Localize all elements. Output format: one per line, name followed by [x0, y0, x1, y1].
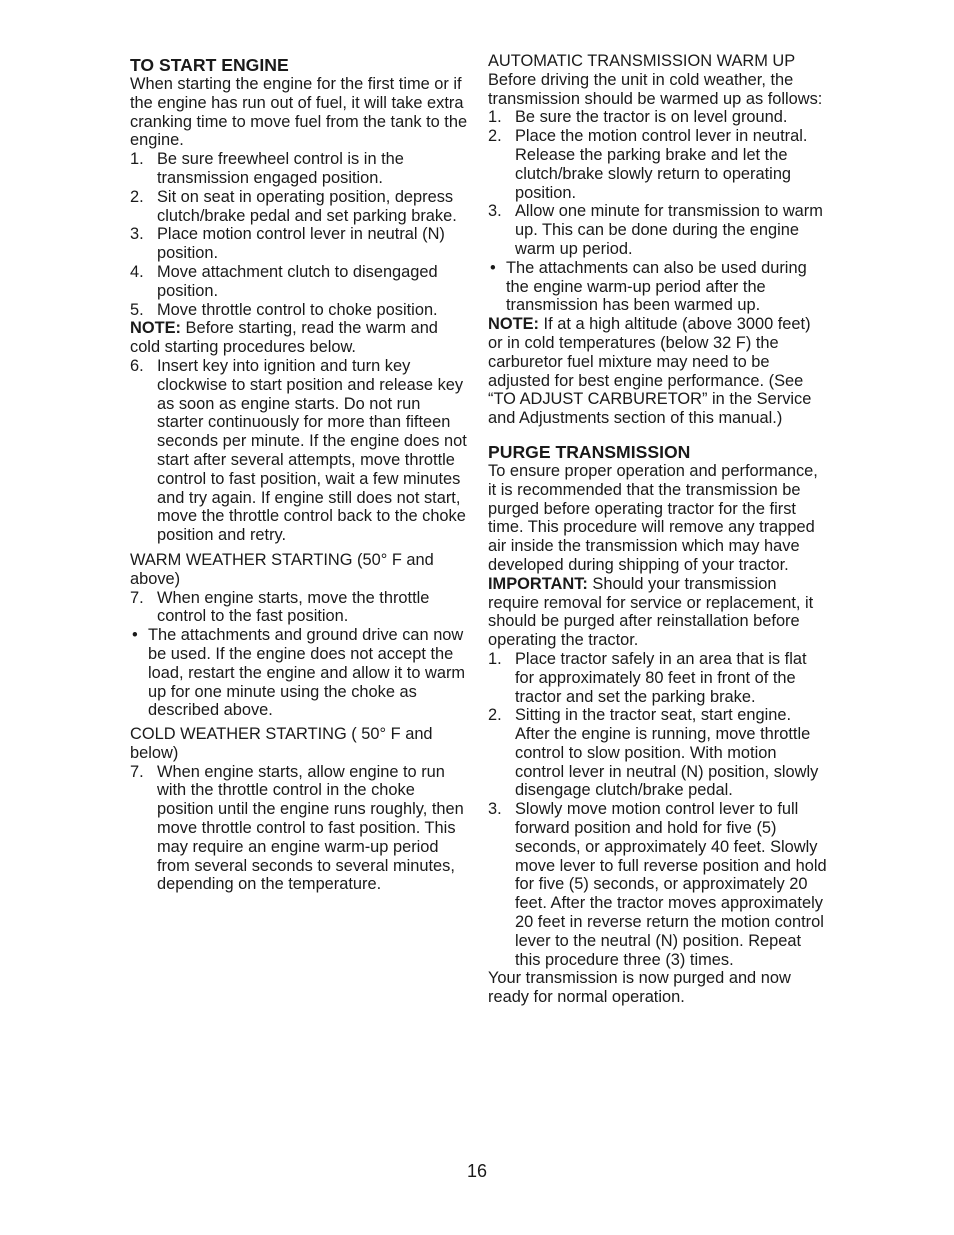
warm-weather-list [130, 589, 468, 721]
section-title-purge-transmission: PURGE TRANSMISSION [488, 441, 691, 462]
warm-weather-heading: WARM WEATHER STARTING (50° F and above) [130, 550, 434, 588]
note-label: NOTE: [130, 319, 181, 338]
step-text: Be sure the tractor is on level ground. [515, 108, 788, 127]
step-number: 1. [130, 150, 144, 169]
bullet-icon: • [490, 258, 496, 277]
note-text: Before starting, read the warm and cold starting procedures below. [130, 319, 438, 357]
cold-weather-heading: COLD WEATHER STARTING ( 50° F and below) [130, 725, 433, 762]
bullet-text: The attachments can also be used during the engine warm-up period after the transmission has been warmed up. [506, 258, 807, 315]
transmission-warmup-steps [488, 108, 828, 315]
step-text: Sitting in the tractor seat, start engine. After the engine is running, move throttle control to slow position. With motion control lever in neutral (N) position, slowly disengage clutch/brake pedal. [515, 706, 819, 800]
altitude-note [488, 315, 828, 428]
transmission-warmup-heading: AUTOMATIC TRANSMISSION WARM UP [488, 52, 796, 70]
cold-weather-list [130, 763, 468, 895]
step-text: Be sure freewheel control is in the transmission engaged position. [157, 150, 404, 187]
left-column [130, 52, 468, 894]
start-engine-step-6 [130, 357, 468, 545]
list-item [130, 626, 468, 720]
list-item [488, 650, 828, 706]
list-item [488, 202, 828, 258]
step-number: 6. [130, 356, 144, 375]
step-number: 2. [130, 187, 144, 206]
important-note [488, 575, 828, 650]
list-item [130, 301, 468, 320]
step-text: Allow one minute for transmission to warm up. This can be done during the engine warm up period. [515, 202, 823, 258]
list-item [488, 127, 828, 202]
list-item [130, 263, 468, 301]
step-number: 7. [130, 762, 144, 781]
step-number: 2. [488, 127, 502, 146]
important-text: Should your transmission require removal for service or replacement, it should be purged after reinstallation before operating the tractor. [488, 574, 814, 650]
step-number: 1. [488, 108, 502, 127]
list-item [488, 800, 828, 969]
purge-steps [488, 650, 828, 970]
list-item [130, 188, 468, 226]
note-label: NOTE: [488, 315, 539, 334]
start-engine-note [130, 319, 468, 357]
start-engine-intro: When starting the engine for the first time or if the engine has run out of fuel, it will take extra cranking time to move fuel from the tank to the engine. [130, 75, 468, 150]
important-label: IMPORTANT: [488, 574, 588, 593]
step-text: Insert key into ignition and turn key clockwise to start position and release key as soon as engine starts. Do not run starter continuously for more than fifteen seconds per minute. If the engine does not start after several attempts, move throttle control to fast position, wait a few minutes and try again. If engine still does not start, move the throttle control back to the choke position and retry. [157, 356, 467, 545]
right-column [488, 52, 828, 1007]
note-text: If at a high altitude (above 3000 feet) or in cold temperatures (below 32 F) the carburetor fuel mixture may need to be adjusted for best engine performance. (See “TO ADJUST CARBURETOR” in the Service and Adjustments section of this manual.) [488, 315, 812, 428]
step-text: Move throttle control to choke position. [157, 300, 438, 319]
start-engine-steps [130, 150, 468, 319]
step-text: Place motion control lever in neutral (N) position. [157, 225, 445, 263]
list-item [488, 259, 828, 315]
step-text: Place tractor safely in an area that is flat for approximately 80 feet in front of the tractor and set the parking brake. [515, 649, 807, 706]
step-number: 4. [130, 262, 144, 281]
transmission-warmup-intro: Before driving the unit in cold weather, the transmission should be warmed up as follows: [488, 70, 823, 108]
bullet-text: The attachments and ground drive can now be used. If the engine does not accept the load, restart the engine and allow it to warm up for one minute using the choke as described above. [148, 626, 466, 720]
page-number: 16 [466, 1161, 488, 1181]
purge-intro: To ensure proper operation and performance, it is recommended that the transmission be purged before operating tractor for the first time. This procedure will remove any trapped air inside the transmission which may have developed during shipping of your tractor. [488, 461, 818, 574]
step-number: 2. [488, 706, 502, 725]
list-item [488, 108, 828, 127]
list-item [130, 357, 468, 545]
step-number: 3. [488, 800, 502, 819]
step-number: 7. [130, 588, 144, 607]
step-number: 3. [488, 202, 502, 221]
list-item [130, 589, 468, 627]
step-number: 5. [130, 300, 144, 319]
step-text: When engine starts, allow engine to run with the throttle control in the choke position until the engine runs roughly, then move throttle control to fast position. This may require an engine warm-up period from several seconds to several minutes, depending on the temperature. [157, 762, 464, 894]
bullet-icon: • [132, 626, 138, 645]
step-number: 3. [130, 225, 144, 244]
step-text: When engine starts, move the throttle control to the fast position. [157, 588, 430, 626]
list-item [488, 706, 828, 800]
step-text: Sit on seat in operating position, depress clutch/brake pedal and set parking brake. [157, 187, 457, 225]
step-text: Place the motion control lever in neutral. Release the parking brake and let the clutch/brake slowly return to operating position. [515, 127, 808, 202]
step-number: 1. [488, 649, 502, 668]
list-item [130, 150, 468, 188]
section-title-start-engine: TO START ENGINE [130, 55, 289, 75]
list-item [130, 225, 468, 263]
purge-closing: Your transmission is now purged and now ready for normal operation. [488, 969, 791, 1007]
step-text: Move attachment clutch to disengaged position. [157, 262, 438, 300]
step-text: Slowly move motion control lever to full forward position and hold for five (5) seconds, or approximately 40 feet. Slowly move lever to full reverse position and hold for five (5) seconds, or approximately 20 feet. After the tractor moves approximately 20 feet in reverse return the motion control lever to the neutral (N) position. Repeat this procedure three (3) times. [515, 800, 827, 969]
list-item [130, 763, 468, 895]
